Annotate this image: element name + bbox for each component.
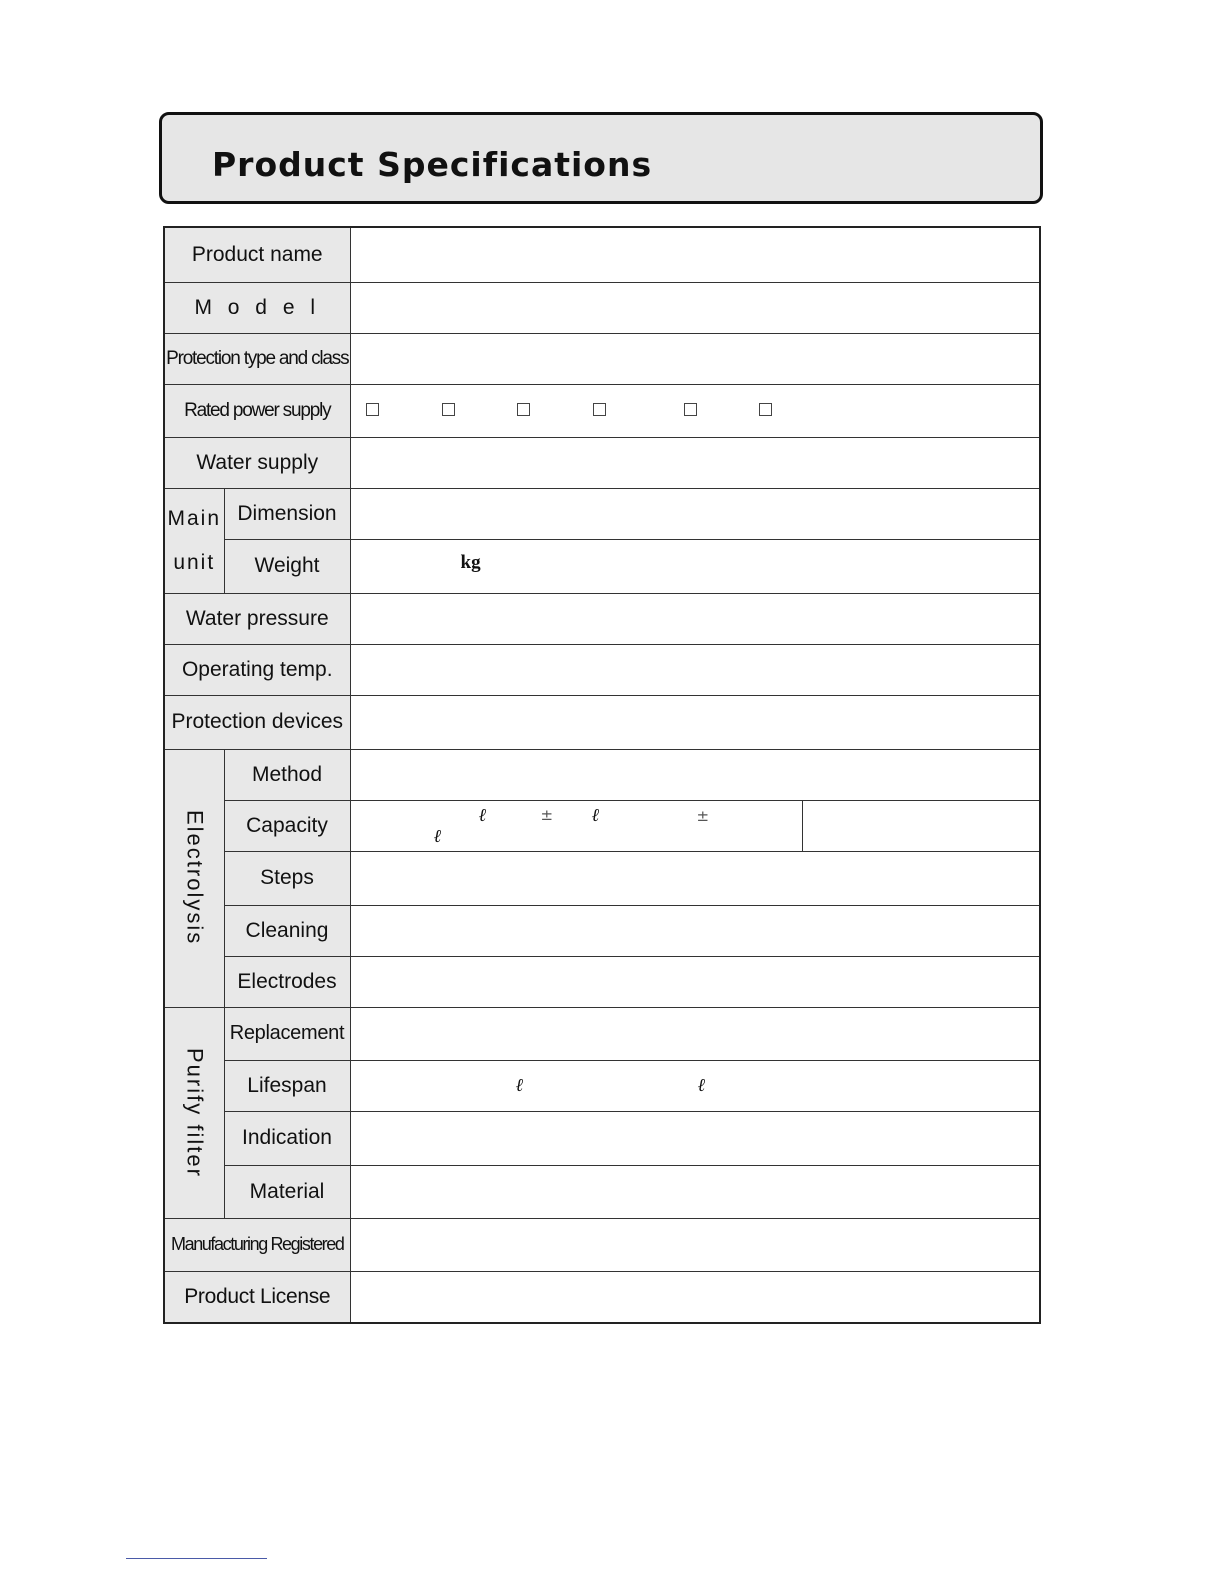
row-electrodes	[164, 956, 1040, 1007]
row-dimension	[164, 488, 1040, 539]
row-water-pressure	[164, 593, 1040, 644]
label-method: Method	[224, 749, 350, 800]
row-cleaning	[164, 905, 1040, 956]
value-operating-temp	[350, 644, 1040, 695]
checkbox-2[interactable]	[442, 403, 455, 416]
label-electrolysis: Electrolysis	[164, 749, 224, 1007]
label-water-supply: Water supply	[164, 437, 350, 488]
row-rated-power	[164, 384, 1040, 437]
value-protection-devices	[350, 695, 1040, 749]
row-model	[164, 282, 1040, 333]
value-capacity	[350, 800, 802, 851]
title-box	[159, 112, 1043, 204]
row-indication	[164, 1111, 1040, 1165]
plus-minus-2: ±	[696, 806, 710, 825]
row-replacement	[164, 1007, 1040, 1060]
label-main-unit: Main unit	[164, 488, 224, 593]
row-water-supply	[164, 437, 1040, 488]
label-purify-filter: Purify filter	[164, 1007, 224, 1218]
plus-minus-1: ±	[540, 805, 554, 824]
label-manufacturing: Manufacturing Registered	[164, 1218, 350, 1271]
label-weight: Weight	[224, 539, 350, 593]
value-water-pressure	[350, 593, 1040, 644]
value-indication	[350, 1111, 1040, 1165]
value-protection-type	[350, 333, 1040, 384]
checkbox-1[interactable]	[366, 403, 379, 416]
label-operating-temp: Operating temp.	[164, 644, 350, 695]
value-material	[350, 1165, 1040, 1218]
value-product-license	[350, 1271, 1040, 1323]
label-protection-devices: Protection devices	[164, 695, 350, 749]
label-water-pressure: Water pressure	[164, 593, 350, 644]
value-water-supply	[350, 437, 1040, 488]
footer-link-underline	[126, 1558, 267, 1559]
value-rated-power	[350, 384, 1040, 437]
row-protection-type	[164, 333, 1040, 384]
row-weight	[164, 539, 1040, 593]
row-protection-devices	[164, 695, 1040, 749]
row-capacity	[164, 800, 1040, 851]
row-operating-temp	[164, 644, 1040, 695]
liter-symbol-3: ℓ	[433, 825, 441, 847]
label-product-license: Product License	[164, 1271, 350, 1323]
liter-symbol-5: ℓ	[697, 1074, 705, 1096]
value-cleaning	[350, 905, 1040, 956]
label-material: Material	[224, 1165, 350, 1218]
label-rated-power: Rated power supply	[164, 384, 350, 437]
label-model: M o d e l	[164, 282, 350, 333]
liter-symbol-1: ℓ	[478, 804, 486, 826]
weight-unit: kg	[460, 551, 481, 573]
value-method	[350, 749, 1040, 800]
value-electrodes	[350, 956, 1040, 1007]
row-steps	[164, 851, 1040, 905]
value-lifespan	[350, 1060, 1040, 1111]
spec-table	[163, 226, 1041, 1324]
value-weight	[350, 539, 1040, 593]
label-lifespan: Lifespan	[224, 1060, 350, 1111]
label-cleaning: Cleaning	[224, 905, 350, 956]
label-steps: Steps	[224, 851, 350, 905]
label-replacement: Replacement	[224, 1007, 350, 1060]
value-replacement	[350, 1007, 1040, 1060]
checkbox-6[interactable]	[759, 403, 772, 416]
label-protection-type: Protection type and class	[164, 333, 350, 384]
checkbox-5[interactable]	[684, 403, 697, 416]
page-title: Product Specifications	[212, 145, 653, 184]
value-steps	[350, 851, 1040, 905]
row-manufacturing	[164, 1218, 1040, 1271]
label-capacity: Capacity	[224, 800, 350, 851]
checkbox-3[interactable]	[517, 403, 530, 416]
value-capacity-extra	[802, 800, 1040, 851]
value-dimension	[350, 488, 1040, 539]
label-product-name: Product name	[164, 227, 350, 282]
row-product-license	[164, 1271, 1040, 1323]
value-product-name	[350, 227, 1040, 282]
row-product-name	[164, 227, 1040, 282]
checkbox-4[interactable]	[593, 403, 606, 416]
liter-symbol-4: ℓ	[515, 1074, 523, 1096]
value-manufacturing	[350, 1218, 1040, 1271]
row-material	[164, 1165, 1040, 1218]
label-electrodes: Electrodes	[224, 956, 350, 1007]
label-indication: Indication	[224, 1111, 350, 1165]
row-lifespan	[164, 1060, 1040, 1111]
label-dimension: Dimension	[224, 488, 350, 539]
liter-symbol-2: ℓ	[591, 804, 599, 826]
row-method	[164, 749, 1040, 800]
value-model	[350, 282, 1040, 333]
